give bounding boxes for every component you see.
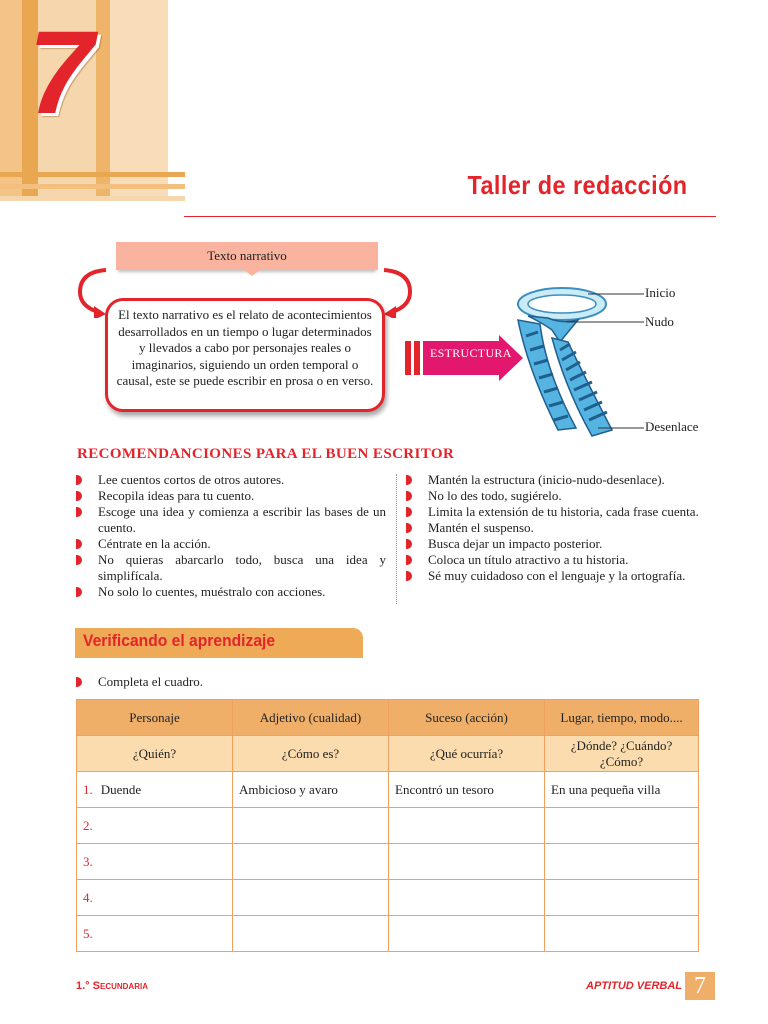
column-header: Lugar, tiempo, modo.... xyxy=(545,700,699,736)
bullet-icon xyxy=(76,507,82,517)
footer-grade: 1.° Secundaria xyxy=(76,980,148,992)
table-cell[interactable] xyxy=(77,916,233,952)
table-cell[interactable] xyxy=(233,844,389,880)
table-cell[interactable] xyxy=(389,916,545,952)
bullet-icon xyxy=(76,555,82,565)
bullet-icon xyxy=(406,523,412,533)
page-number: 7 xyxy=(685,972,715,1000)
structure-part-inicio: Inicio xyxy=(645,285,676,300)
narrative-banner: Texto narrativo xyxy=(116,242,378,270)
bullet-icon xyxy=(76,475,82,485)
column-header: Personaje xyxy=(77,700,233,736)
bullet-icon xyxy=(76,587,82,597)
question-cell: ¿Cómo es? xyxy=(233,736,389,772)
table-cell[interactable] xyxy=(389,808,545,844)
section-header xyxy=(75,628,363,658)
list-item: Busca dejar un impacto posterior. xyxy=(406,536,704,552)
table-header-row xyxy=(77,700,699,736)
list-item: Coloca un título atractivo a tu historia. xyxy=(406,552,704,568)
list-item: Céntrate en la acción. xyxy=(76,536,386,552)
header-bar xyxy=(0,172,185,177)
column-header: Adjetivo (cualidad) xyxy=(233,700,389,736)
list-item: No quieras abarcarlo todo, busca una idea y simplifícala. xyxy=(76,552,386,584)
structure-label: ESTRUCTURA xyxy=(430,346,512,360)
table-cell[interactable]: 1. Duende xyxy=(77,772,233,808)
bullet-icon xyxy=(76,677,82,687)
recommendations-left-list xyxy=(76,472,386,600)
list-item: Sé muy cuidadoso con el lenguaje y la ortografía. xyxy=(406,568,704,584)
bullet-icon xyxy=(406,539,412,549)
table-cell[interactable] xyxy=(233,880,389,916)
list-item: Escoge una idea y comienza a escribir las bases de un cuento. xyxy=(76,504,386,536)
bullet-icon xyxy=(406,571,412,581)
exercise-table xyxy=(76,699,699,952)
list-item: Mantén el suspenso. xyxy=(406,520,704,536)
table-cell[interactable] xyxy=(77,880,233,916)
title-divider xyxy=(184,216,716,217)
table-cell[interactable]: Ambicioso y avaro xyxy=(233,772,389,808)
table-cell[interactable] xyxy=(77,808,233,844)
table-row xyxy=(77,880,699,916)
table-row xyxy=(77,808,699,844)
instruction: Completa el cuadro. xyxy=(76,674,203,690)
header-bar xyxy=(0,196,185,201)
table-cell[interactable] xyxy=(77,844,233,880)
table-cell[interactable] xyxy=(233,808,389,844)
list-item: No lo des todo, sugiérelo. xyxy=(406,488,704,504)
structure-part-nudo: Nudo xyxy=(645,314,674,329)
row-number: 3. xyxy=(83,853,93,869)
row-number: 2. xyxy=(83,817,93,833)
table-cell[interactable] xyxy=(389,880,545,916)
table-cell[interactable] xyxy=(545,808,699,844)
question-cell: ¿Dónde? ¿Cuándo? ¿Cómo? xyxy=(545,736,699,772)
bullet-icon xyxy=(406,491,412,501)
recommendations-right-list xyxy=(406,472,704,584)
table-cell[interactable] xyxy=(389,844,545,880)
list-item: Mantén la estructura (inicio-nudo-desenlace). xyxy=(406,472,704,488)
question-cell: ¿Quién? xyxy=(77,736,233,772)
footer-subject: APTITUD VERBAL xyxy=(586,980,682,992)
bullet-icon xyxy=(406,507,412,517)
list-item: No solo lo cuentes, muéstralo con acciones. xyxy=(76,584,386,600)
list-item: Recopila ideas para tu cuento. xyxy=(76,488,386,504)
table-cell[interactable] xyxy=(545,844,699,880)
row-number: 4. xyxy=(83,889,93,905)
row-number: 1. xyxy=(83,781,93,797)
recommendations-title: RECOMENDANCIONES PARA EL BUEN ESCRITOR xyxy=(77,446,455,462)
header-bar xyxy=(0,184,185,189)
table-cell[interactable] xyxy=(545,916,699,952)
list-item: Limita la extensión de tu historia, cada frase cuenta. xyxy=(406,504,704,520)
list-item: Lee cuentos cortos de otros autores. xyxy=(76,472,386,488)
table-row xyxy=(77,844,699,880)
table-cell[interactable] xyxy=(545,880,699,916)
table-cell[interactable]: En una pequeña villa xyxy=(545,772,699,808)
bullet-icon xyxy=(406,475,412,485)
header-stripe xyxy=(0,0,22,200)
header-stripe xyxy=(110,0,168,200)
column-header: Suceso (acción) xyxy=(389,700,545,736)
section-title: Verificando el aprendizaje xyxy=(83,631,276,650)
bullet-icon xyxy=(76,491,82,501)
header-stripe xyxy=(96,0,110,200)
bullet-icon xyxy=(76,539,82,549)
table-question-row xyxy=(77,736,699,772)
structure-part-desenlace: Desenlace xyxy=(645,419,699,434)
question-cell: ¿Qué ocurría? xyxy=(389,736,545,772)
chapter-number: 7 xyxy=(28,7,94,139)
table-row xyxy=(77,772,699,808)
page-title: Taller de redacción xyxy=(467,170,688,200)
narrative-definition: El texto narrativo es el relato de acontecimientos desarrollados en un tiempo o lugar determinados y llevados a cabo por personajes reales o imaginarios, siguiendo un orden temporal o causal, este se puede escribir en prosa o en verso. xyxy=(105,298,385,412)
tie-icon xyxy=(508,280,648,440)
bullet-icon xyxy=(406,555,412,565)
table-cell[interactable] xyxy=(233,916,389,952)
table-cell[interactable]: Encontró un tesoro xyxy=(389,772,545,808)
table-row xyxy=(77,916,699,952)
row-number: 5. xyxy=(83,925,93,941)
column-divider xyxy=(396,474,397,604)
